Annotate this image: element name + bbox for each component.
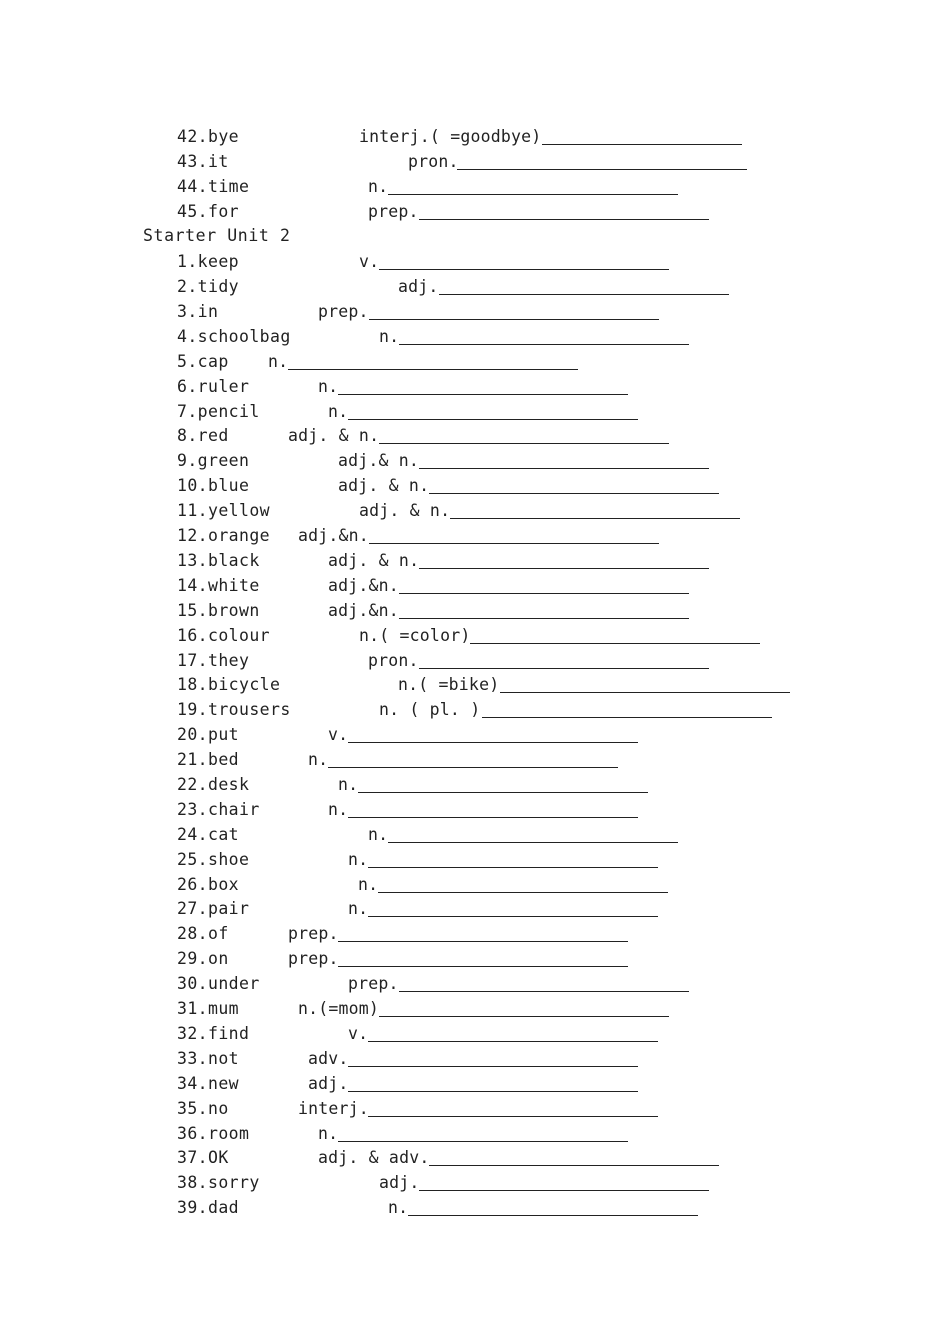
part-of-speech: adj. & adv. <box>318 1148 430 1167</box>
part-of-speech: n. <box>318 377 339 396</box>
answer-blank[interactable] <box>419 1190 709 1191</box>
list-item <box>177 501 451 523</box>
list-item <box>177 1198 409 1220</box>
list-item <box>177 700 481 722</box>
answer-blank[interactable] <box>399 618 689 619</box>
part-of-speech: n. <box>348 899 369 918</box>
word-label: 27.pair <box>177 899 250 918</box>
list-item <box>177 352 289 374</box>
list-item <box>177 426 380 448</box>
word-label: 44.time <box>177 177 250 196</box>
word-label: 45.for <box>177 202 240 221</box>
list-item <box>177 451 420 473</box>
list-item <box>177 750 329 772</box>
part-of-speech: adv. <box>308 1049 349 1068</box>
word-label: 19.trousers <box>177 700 291 719</box>
answer-blank[interactable] <box>379 443 669 444</box>
word-label: 33.not <box>177 1049 240 1068</box>
part-of-speech: n. <box>338 775 359 794</box>
answer-blank[interactable] <box>348 742 638 743</box>
unit-heading: Starter Unit 2 <box>143 226 291 245</box>
word-label: 29.on <box>177 949 229 968</box>
part-of-speech: adj. <box>308 1074 349 1093</box>
part-of-speech: adj. & n. <box>359 501 451 520</box>
list-item <box>177 127 542 149</box>
list-item <box>177 999 380 1021</box>
part-of-speech: n. <box>328 402 349 421</box>
part-of-speech: pron. <box>408 152 459 171</box>
list-item <box>177 1049 349 1071</box>
list-item <box>177 152 459 174</box>
answer-blank[interactable] <box>348 419 638 420</box>
word-label: 37.OK <box>177 1148 229 1167</box>
answer-blank[interactable] <box>348 1066 638 1067</box>
word-label: 13.black <box>177 551 260 570</box>
answer-blank[interactable] <box>388 194 678 195</box>
part-of-speech: adj.& n. <box>338 451 420 470</box>
word-label: 14.white <box>177 576 260 595</box>
part-of-speech: n. <box>348 850 369 869</box>
list-item <box>177 651 419 673</box>
part-of-speech: adj. <box>398 277 439 296</box>
word-label: 6.ruler <box>177 377 250 396</box>
word-label: 34.new <box>177 1074 240 1093</box>
list-item <box>177 601 399 623</box>
list-item <box>177 924 339 946</box>
word-label: 5.cap <box>177 352 229 371</box>
word-label: 24.cat <box>177 825 240 844</box>
word-label: 18.bicycle <box>177 675 281 694</box>
part-of-speech: prep. <box>288 924 339 943</box>
word-label: 22.desk <box>177 775 250 794</box>
list-item <box>177 1124 339 1146</box>
list-item <box>177 626 471 648</box>
answer-blank[interactable] <box>379 1016 669 1017</box>
part-of-speech: n. ( pl. ) <box>379 700 481 719</box>
word-label: 15.brown <box>177 601 260 620</box>
answer-blank[interactable] <box>328 767 618 768</box>
answer-blank[interactable] <box>338 966 628 967</box>
part-of-speech: n. <box>388 1198 409 1217</box>
answer-blank[interactable] <box>338 1141 628 1142</box>
answer-blank[interactable] <box>429 1165 719 1166</box>
answer-blank[interactable] <box>368 1041 658 1042</box>
part-of-speech: adj. & n. <box>288 426 380 445</box>
list-item <box>177 551 420 573</box>
answer-blank[interactable] <box>348 817 638 818</box>
answer-blank[interactable] <box>439 294 729 295</box>
part-of-speech: n. <box>368 177 389 196</box>
part-of-speech: v. <box>328 725 349 744</box>
word-label: 26.box <box>177 875 240 894</box>
answer-blank[interactable] <box>368 867 658 868</box>
part-of-speech: v. <box>359 252 380 271</box>
word-label: 8.red <box>177 426 229 445</box>
part-of-speech: n.( =bike) <box>398 675 500 694</box>
answer-blank[interactable] <box>368 916 658 917</box>
list-item <box>177 302 369 324</box>
word-label: 42.bye <box>177 127 240 146</box>
word-label: 43.it <box>177 152 229 171</box>
part-of-speech: n. <box>268 352 289 371</box>
answer-blank[interactable] <box>408 1215 698 1216</box>
part-of-speech: prep. <box>368 202 419 221</box>
answer-blank[interactable] <box>457 169 747 170</box>
word-label: 16.colour <box>177 626 271 645</box>
word-label: 9.green <box>177 451 250 470</box>
word-label: 32.find <box>177 1024 250 1043</box>
word-label: 12.orange <box>177 526 271 545</box>
list-item <box>177 675 500 697</box>
list-item <box>177 850 369 872</box>
list-item <box>177 725 349 747</box>
list-item <box>177 949 339 971</box>
list-item <box>177 1099 369 1121</box>
word-label: 23.chair <box>177 800 260 819</box>
part-of-speech: n. <box>328 800 349 819</box>
answer-blank[interactable] <box>378 892 668 893</box>
part-of-speech: prep. <box>348 974 399 993</box>
part-of-speech: adj. & n. <box>338 476 430 495</box>
part-of-speech: prep. <box>288 949 339 968</box>
answer-blank[interactable] <box>419 219 709 220</box>
answer-blank[interactable] <box>369 543 659 544</box>
answer-blank[interactable] <box>379 269 669 270</box>
list-item <box>177 899 369 921</box>
list-item <box>177 825 389 847</box>
answer-blank[interactable] <box>500 692 790 693</box>
part-of-speech: adj. & n. <box>328 551 420 570</box>
word-label: 2.tidy <box>177 277 240 296</box>
answer-blank[interactable] <box>482 717 772 718</box>
list-item <box>177 402 349 424</box>
part-of-speech: prep. <box>318 302 369 321</box>
part-of-speech: adj. <box>379 1173 420 1192</box>
word-label: 36.room <box>177 1124 250 1143</box>
part-of-speech: interj.( =goodbye) <box>359 127 542 146</box>
list-item <box>177 526 369 548</box>
answer-blank[interactable] <box>450 518 740 519</box>
answer-blank[interactable] <box>419 468 709 469</box>
list-item <box>177 1148 430 1170</box>
word-label: 38.sorry <box>177 1173 260 1192</box>
word-label: 31.mum <box>177 999 240 1018</box>
word-label: 17.they <box>177 651 250 670</box>
word-label: 20.put <box>177 725 240 744</box>
word-label: 21.bed <box>177 750 240 769</box>
part-of-speech: n.( =color) <box>359 626 471 645</box>
word-label: 7.pencil <box>177 402 260 421</box>
list-item <box>177 800 349 822</box>
list-item <box>177 202 419 224</box>
answer-blank[interactable] <box>419 568 709 569</box>
answer-blank[interactable] <box>348 1091 638 1092</box>
part-of-speech: n. <box>318 1124 339 1143</box>
word-label: 11.yellow <box>177 501 271 520</box>
word-label: 35.no <box>177 1099 229 1118</box>
word-label: 25.shoe <box>177 850 250 869</box>
list-item <box>177 327 400 349</box>
list-item <box>177 476 430 498</box>
answer-blank[interactable] <box>388 842 678 843</box>
answer-blank[interactable] <box>368 1116 658 1117</box>
answer-blank[interactable] <box>399 991 689 992</box>
word-label: 1.keep <box>177 252 240 271</box>
answer-blank[interactable] <box>429 493 719 494</box>
word-label: 30.under <box>177 974 260 993</box>
part-of-speech: pron. <box>368 651 419 670</box>
answer-blank[interactable] <box>369 319 659 320</box>
list-item <box>177 1024 369 1046</box>
list-item <box>177 1074 349 1096</box>
part-of-speech: interj. <box>298 1099 369 1118</box>
list-item <box>177 377 339 399</box>
part-of-speech: adj.&n. <box>328 576 399 595</box>
word-label: 10.blue <box>177 476 250 495</box>
part-of-speech: n. <box>358 875 379 894</box>
list-item <box>177 252 380 274</box>
answer-blank[interactable] <box>399 593 689 594</box>
part-of-speech: n. <box>308 750 329 769</box>
part-of-speech: n. <box>368 825 389 844</box>
answer-blank[interactable] <box>399 344 689 345</box>
word-label: 4.schoolbag <box>177 327 291 346</box>
answer-blank[interactable] <box>358 792 648 793</box>
list-item <box>177 177 389 199</box>
answer-blank[interactable] <box>470 643 760 644</box>
answer-blank[interactable] <box>542 144 742 145</box>
answer-blank[interactable] <box>338 394 628 395</box>
part-of-speech: n. <box>379 327 400 346</box>
word-label: 3.in <box>177 302 219 321</box>
list-item <box>177 974 399 996</box>
part-of-speech: adj.&n. <box>328 601 399 620</box>
word-label: 39.dad <box>177 1198 240 1217</box>
answer-blank[interactable] <box>288 369 578 370</box>
word-label: 28.of <box>177 924 229 943</box>
part-of-speech: v. <box>348 1024 369 1043</box>
part-of-speech: n.(=mom) <box>298 999 380 1018</box>
answer-blank[interactable] <box>419 668 709 669</box>
list-item <box>177 875 379 897</box>
list-item <box>177 1173 420 1195</box>
part-of-speech: adj.&n. <box>298 526 369 545</box>
answer-blank[interactable] <box>338 941 628 942</box>
list-item <box>177 775 359 797</box>
list-item <box>177 277 439 299</box>
list-item <box>177 576 399 598</box>
